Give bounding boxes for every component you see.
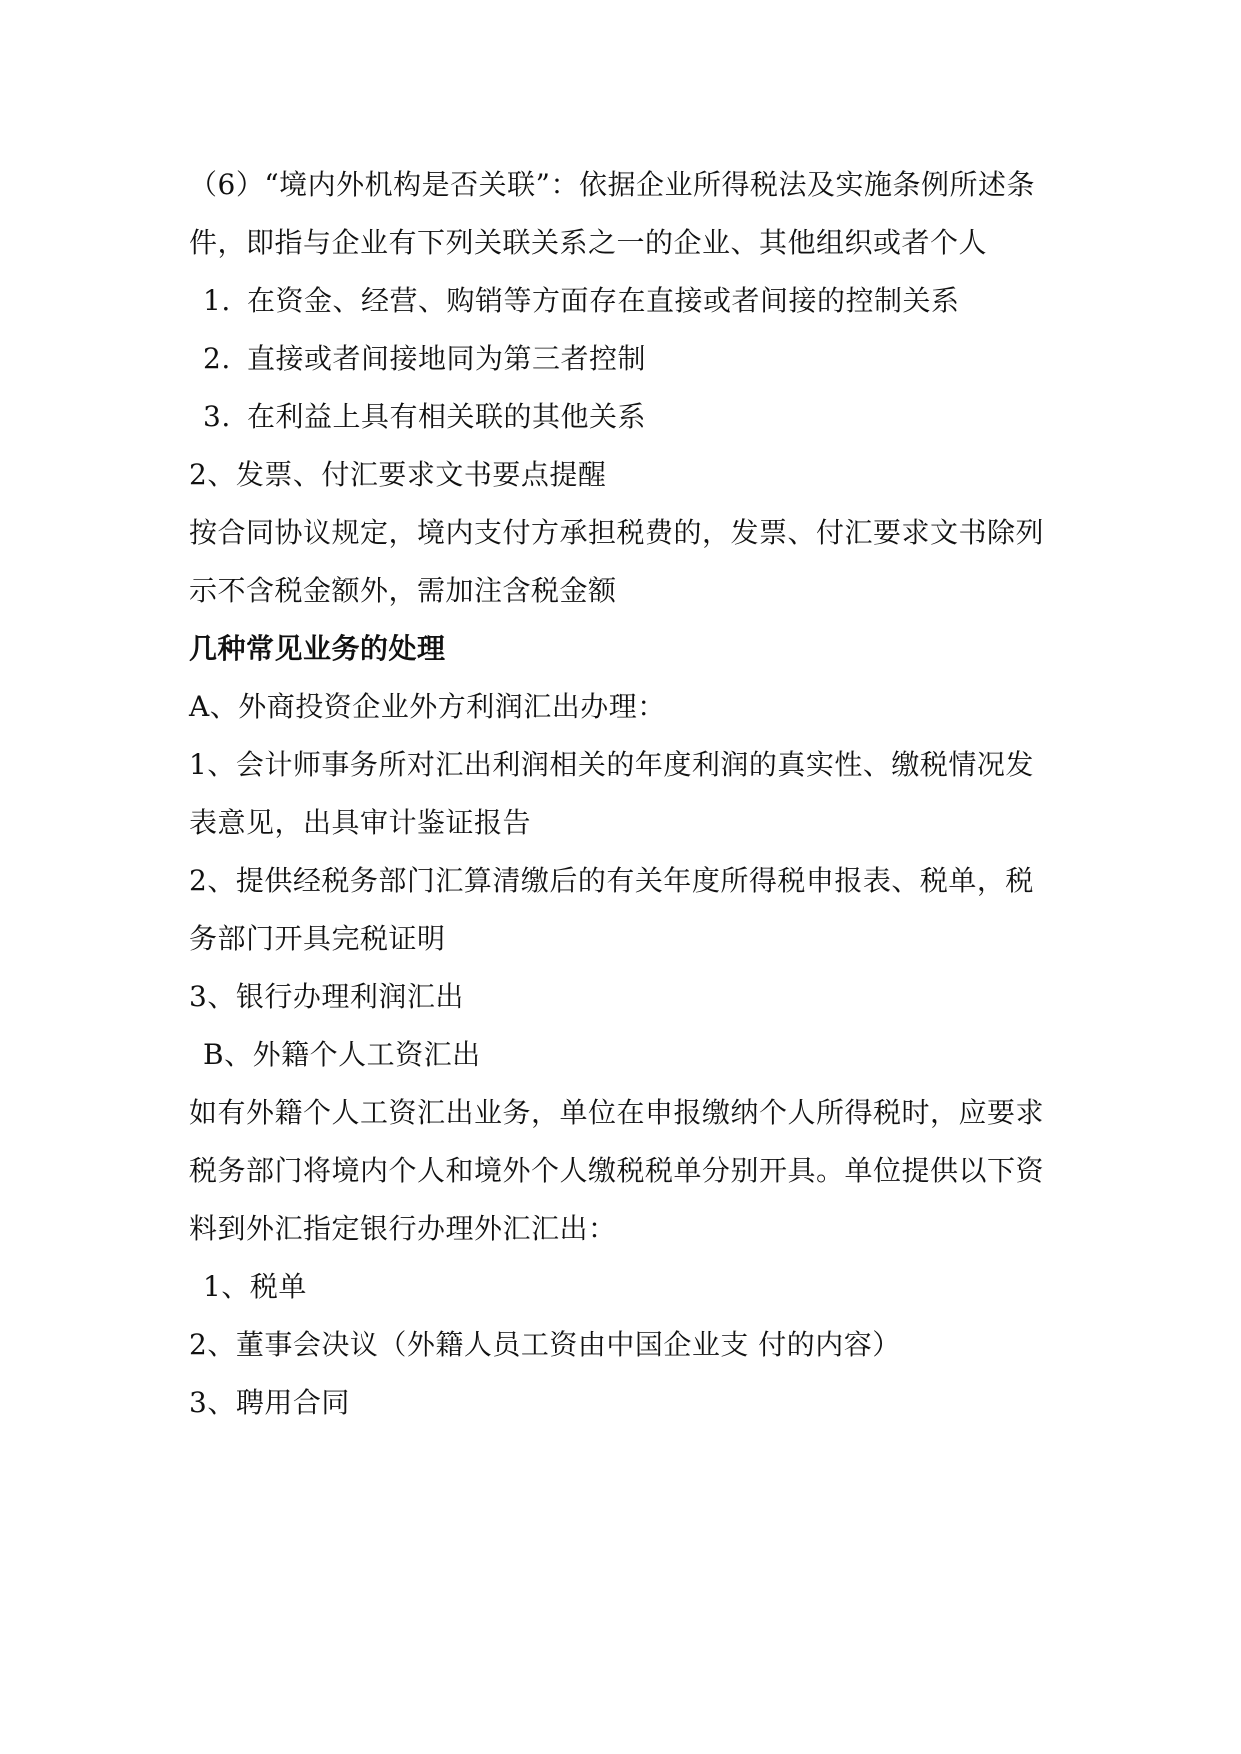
list-number: 2. — [203, 342, 231, 375]
paragraph-line: 1、会计师事务所对汇出利润相关的年度利润的真实性、缴税情况发 — [189, 748, 1034, 781]
paragraph-line: 2、董事会决议（外籍人员工资由中国企业支 付的内容） — [189, 1328, 901, 1361]
list-item — [203, 334, 1083, 384]
paragraph-line: 2、提供经税务部门汇算清缴后的有关年度所得税申报表、税单，税 — [189, 864, 1034, 897]
paragraph-line: B、外籍个人工资汇出 — [203, 1038, 481, 1071]
paragraph-line: 2、发票、付汇要求文书要点提醒 — [189, 458, 607, 491]
paragraph-line: 如有外籍个人工资汇出业务，单位在申报缴纳个人所得税时，应要求 — [189, 1096, 1045, 1129]
paragraph-line: 3、聘用合同 — [189, 1386, 350, 1419]
paragraph-line: 示不含税金额外，需加注含税金额 — [189, 574, 617, 607]
list-item — [203, 392, 1083, 442]
paragraph-line: 务部门开具完税证明 — [189, 922, 446, 955]
paragraph-line: 3、银行办理利润汇出 — [189, 980, 464, 1013]
paragraph-line: （6）“境内外机构是否关联”：依据企业所得税法及实施条例所述条 — [189, 168, 1035, 201]
paragraph-line: 料到外汇指定银行办理外汇汇出： — [189, 1212, 617, 1245]
paragraph-line: 表意见，出具审计鉴证报告 — [189, 806, 532, 839]
list-item-text: 在利益上具有相关联的其他关系 — [247, 400, 647, 433]
list-item-text: 直接或者间接地同为第三者控制 — [247, 342, 647, 375]
paragraph-line: 件，即指与企业有下列关联关系之一的企业、其他组织或者个人 — [189, 226, 988, 259]
list-item-text: 在资金、经营、购销等方面存在直接或者间接的控制关系 — [247, 284, 960, 317]
section-heading: 几种常见业务的处理 — [189, 632, 446, 665]
paragraph-line: 税务部门将境内个人和境外个人缴税税单分别开具。单位提供以下资 — [189, 1154, 1045, 1187]
list-number: 3. — [203, 400, 231, 433]
list-item — [203, 276, 1083, 326]
paragraph-line: A、外商投资企业外方利润汇出办理： — [189, 690, 666, 723]
paragraph-line: 按合同协议规定，境内支付方承担税费的，发票、付汇要求文书除列 — [189, 516, 1045, 549]
list-number: 1. — [203, 284, 231, 317]
paragraph-line: 1、税单 — [203, 1270, 307, 1303]
